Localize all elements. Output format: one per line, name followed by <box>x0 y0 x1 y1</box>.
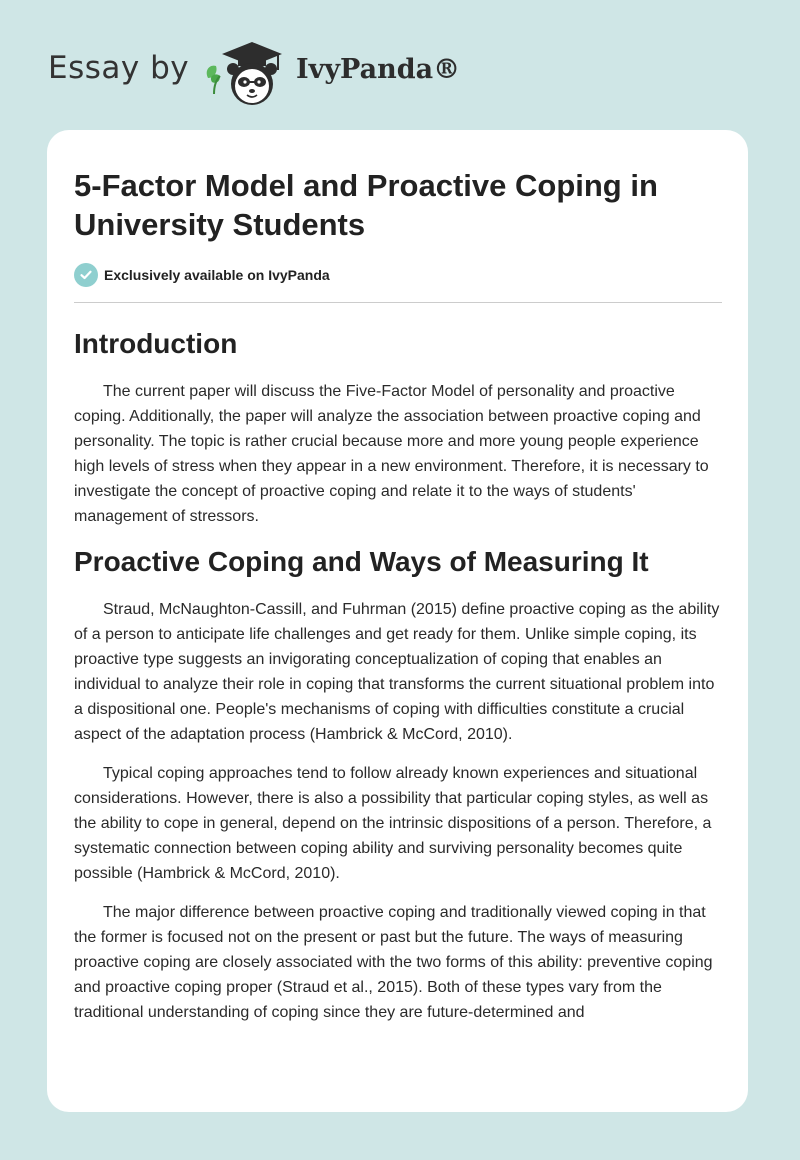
brand-name[interactable]: IvyPanda® <box>296 54 461 85</box>
article-card <box>47 130 748 1112</box>
article-content <box>74 130 722 1039</box>
brand-prefix: Essay by <box>48 50 190 86</box>
article-title: 5-Factor Model and Proactive Coping in University Students <box>74 168 658 242</box>
paragraph: Typical coping approaches tend to follow already known experiences and situational considerations. However, there is also a possibility that particular coping styles, as well as the ability to cope in general, depend on the intrinsic dispositions of a person. Therefore, a systematic connection between coping ability and surviving personality becomes quite possible (Hambrick & McCord, 2010). <box>74 765 712 882</box>
exclusive-badge <box>74 262 722 288</box>
paragraph: The major difference between proactive coping and traditionally viewed coping in that the former is focused not on the present or past but the future. The ways of measuring proactive coping are closely associated with the two forms of this ability: preventive coping and proactive coping proper (Straud et al., 2015). Both of these types vary from the traditional understanding of coping since they are future-determined and <box>74 904 713 1021</box>
section-heading-proactive-coping: Proactive Coping and Ways of Measuring It <box>74 546 649 577</box>
site-header <box>0 0 800 130</box>
check-icon <box>74 263 98 287</box>
exclusive-text: Exclusively available on IvyPanda <box>104 267 330 283</box>
paragraph: Straud, McNaughton-Cassill, and Fuhrman (2015) define proactive coping as the ability of a person to anticipate life challenges and get ready for them. Unlike simple coping, its proactive type suggests an invigorating conceptualization of coping that enables an individual to analyze their role in coping that transforms the current situational problem into a dispositional one. People's mechanisms of coping with difficulties constitute a crucial aspect of the adaptation process (Hambrick & McCord, 2010). <box>74 601 720 743</box>
section-heading-introduction: Introduction <box>74 328 238 359</box>
paragraph: The current paper will discuss the Five-Factor Model of personality and proactive coping. Additionally, the paper will analyze the association between proactive coping and personality. The topic is rather crucial because more and more young people experience high levels of stress when they appear in a new environment. Therefore, it is necessary to investigate the concept of proactive coping and relate it to the ways of students' management of stressors. <box>74 383 709 525</box>
ivypanda-logo-icon[interactable] <box>200 36 292 108</box>
divider <box>74 302 722 303</box>
